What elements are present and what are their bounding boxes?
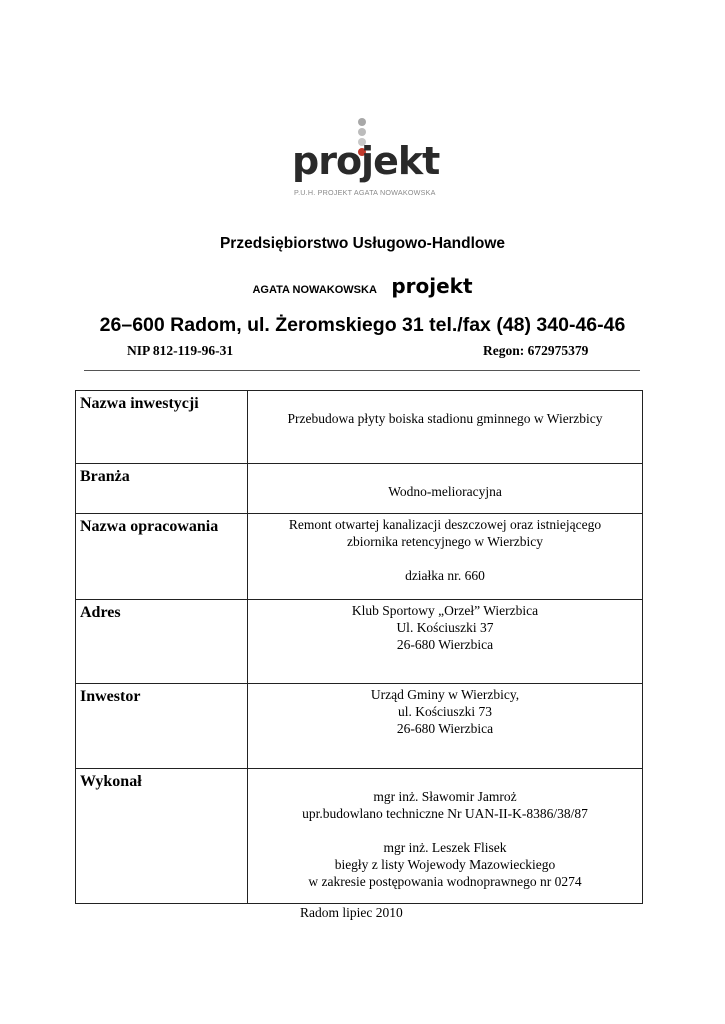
company-name-row (0, 274, 725, 298)
owner-name: AGATA NOWAKOWSKA (252, 284, 377, 296)
value-line: ul. Kościuszki 73 (397, 704, 493, 719)
header-divider (84, 370, 640, 371)
company-address: 26–600 Radom, ul. Żeromskiego 31 tel./fax (48) 340-46-46 (99, 314, 626, 336)
brand-name: projekt (391, 274, 473, 298)
table-row (76, 600, 643, 684)
row-label: Nazwa opracowania (76, 514, 248, 600)
row-value (248, 514, 643, 600)
row-value (248, 464, 643, 514)
value-line: mgr inż. Sławomir Jamroż (373, 789, 517, 804)
row-label: Inwestor (76, 684, 248, 769)
table-row (76, 464, 643, 514)
value-line: Przebudowa płyty boiska stadionu gminnego w Wierzbicy (287, 411, 603, 426)
logo-wordmark: projekt (292, 139, 440, 183)
value-line: Remont otwartej kanalizacji deszczowej oraz istniejącego (288, 517, 602, 532)
row-value (248, 600, 643, 684)
row-value (248, 391, 643, 464)
regon-number: Regon: 672975379 (483, 343, 589, 358)
table-row (76, 514, 643, 600)
value-line (248, 822, 642, 839)
value-line: Urząd Gminy w Wierzbicy, (370, 687, 520, 702)
table-row (76, 391, 643, 464)
logo-dot-1 (358, 118, 366, 126)
company-logo (292, 118, 442, 202)
value-line: biegły z listy Wojewody Mazowieckiego (334, 857, 556, 872)
table-row (76, 684, 643, 769)
value-line: Ul. Kościuszki 37 (396, 620, 494, 635)
row-value (248, 684, 643, 769)
value-line (248, 550, 642, 567)
table-row (76, 769, 643, 904)
value-line: upr.budowlano techniczne Nr UAN-II-K-8386/38/87 (302, 806, 588, 821)
value-line: Wodno-melioracyjna (388, 484, 502, 499)
value-line: 26-680 Wierzbica (396, 637, 494, 652)
nip-number: NIP 812-119-96-31 (127, 343, 234, 358)
row-label: Adres (76, 600, 248, 684)
value-line: Klub Sportowy „Orzeł” Wierzbica (351, 603, 539, 618)
row-label: Nazwa inwestycji (76, 391, 248, 464)
logo-subtitle: P.U.H. PROJEKT AGATA NOWAKOWSKA (294, 188, 436, 197)
project-info-table (75, 390, 643, 904)
value-line (248, 393, 642, 410)
value-line (248, 466, 642, 483)
place-date: Radom lipiec 2010 (300, 905, 403, 920)
value-line: mgr inż. Leszek Flisek (383, 840, 507, 855)
logo-dot-2 (358, 128, 366, 136)
row-label: Branża (76, 464, 248, 514)
value-line (248, 771, 642, 788)
row-value (248, 769, 643, 904)
row-label: Wykonał (76, 769, 248, 904)
company-type: Przedsiębiorstwo Usługowo-Handlowe (219, 235, 506, 252)
value-line: zbiornika retencyjnego w Wierzbicy (346, 534, 543, 549)
value-line: działka nr. 660 (405, 568, 485, 583)
value-line: w zakresie postępowania wodnoprawnego nr 0274 (308, 874, 582, 889)
value-line: 26-680 Wierzbica (396, 721, 494, 736)
